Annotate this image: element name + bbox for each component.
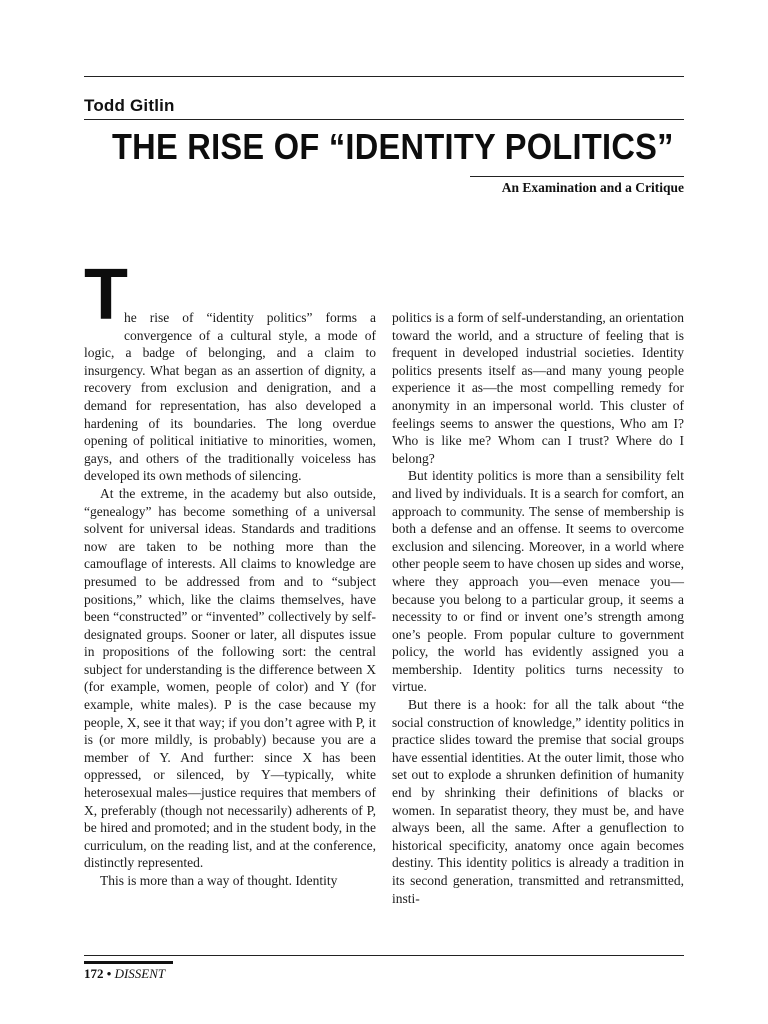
top-rule bbox=[84, 76, 684, 77]
page-folio bbox=[84, 966, 165, 982]
footer-rule bbox=[84, 955, 684, 956]
paragraph: But identity politics is more than a sensibility felt and lived by individuals. It is a search for comfort, an approach to community. The sense of membership is both a defense and an offense. It seems to overcome exclusion and silencing. Moreover, in a world where other people seem to have chosen up sides and worse, where they approach you—even menace you—because you belong to a particular group, it seems a necessity to or find or invent one’s strength among one’s people. From popular culture to government policy, the world has evidently assigned you a membership. Identity politics turns necessity to virtue. bbox=[392, 468, 684, 695]
paragraph: This is more than a way of thought. Identity bbox=[100, 873, 338, 888]
drop-cap: T bbox=[84, 255, 128, 335]
article-subtitle: An Examination and a Critique bbox=[501, 180, 684, 195]
paragraph: he rise of “identity politics” forms a convergence of a cultural style, a mode of logic, a badge of belonging, and a claim to insurgency. What began as an assertion of dignity, a recovery from exclusion and denigration, and a demand for representation, has also developed a hardening of its boundaries. The long overdue opening of political initiative to minorities, women, gays, and others of the traditionally voiceless has developed its own methods of silencing. bbox=[84, 310, 376, 484]
journal-name: DISSENT bbox=[114, 966, 166, 981]
paragraph: At the extreme, in the academy but also outside, “genealogy” has become something of a universal solvent for universal ideas. Standards and traditions now are taken to be nothing more than the camouflage of interests. All claims to knowledge are presumed to be addressed from and to “subject positions,” which, like the claims themselves, have been “constructed” or “invented” collectively by self-designated groups. Sooner or later, all disputes issue in propositions of the following sort: the central subject for understanding is the difference between X (for example, women, people of color) and Y (for example, white males). P is the case because my people, X, see it that way; if you don’t agree with P, it is (or more mildly, is probably) because you are a member of Y. And further: since X has been oppressed, or silenced, by Y—typically, white heterosexual males—justice requires that members of X, preferably (though not necessarily) adherents of P, be hired and promoted; and in the student body, in the curriculum, on the reading list, and at the conference, distinctly represented. bbox=[84, 485, 376, 871]
paragraph: politics is a form of self-understanding, an orientation toward the world, and a structure of feeling that is frequent in developed industrial societies. Identity politics presents itself as—and many young people experience it as—the most compelling remedy for anonymity in an impersonal world. This cluster of feelings seems to answer the questions, Who am I? Who is like me? Whom can I trust? Where do I belong? bbox=[392, 310, 684, 466]
footer-bar bbox=[84, 961, 173, 964]
author-rule bbox=[84, 119, 684, 120]
author-name: Todd Gitlin bbox=[84, 96, 175, 115]
left-column bbox=[84, 309, 376, 890]
page-number: 172 bbox=[84, 966, 104, 981]
subtitle-rule bbox=[470, 176, 684, 177]
article-title: THE RISE OF “IDENTITY POLITICS” bbox=[112, 126, 674, 167]
paragraph: But there is a hook: for all the talk about “the social construction of knowledge,” identity politics in practice slides toward the premise that social groups have essential identities. At the outer limit, those who set out to explode a shrunken definition of humanity end by shrinking their definitions of blacks or women. In separatist theory, they must be, and have always been, all the same. After a genuflection to historical specificity, anatomy once again becomes destiny. This identity politics is already a tradition in its second generation, transmitted and retransmitted, insti- bbox=[392, 697, 684, 906]
right-column bbox=[392, 309, 684, 907]
folio-separator: • bbox=[103, 966, 115, 981]
